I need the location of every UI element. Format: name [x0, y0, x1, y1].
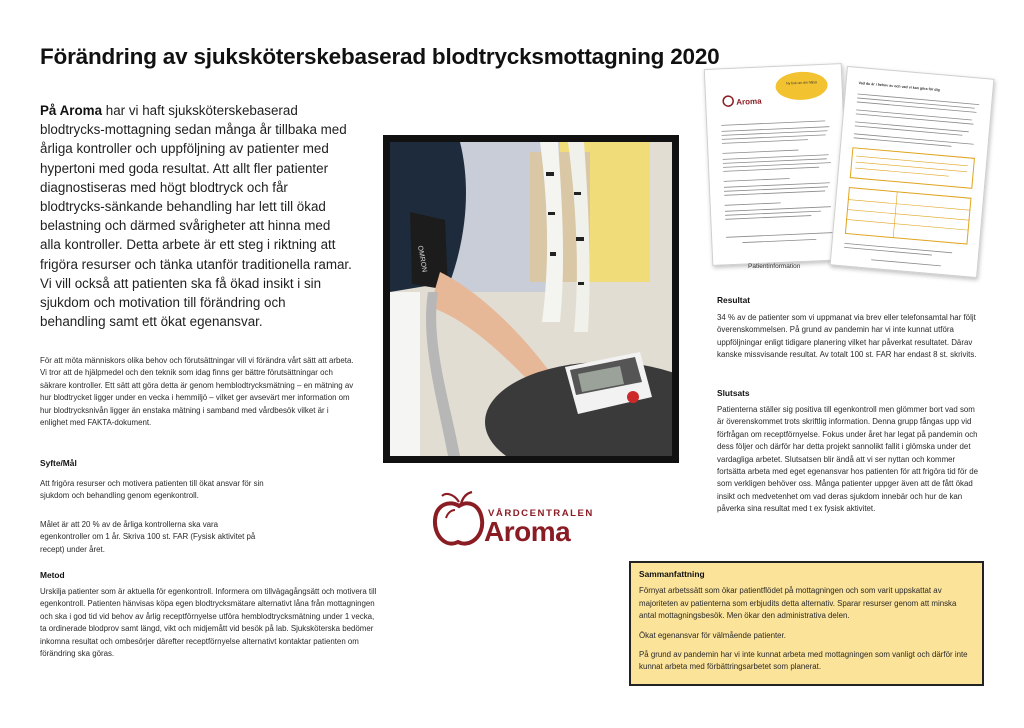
summary-box [629, 561, 984, 686]
doc1-logo-text: Aroma [736, 96, 762, 107]
summary-paragraph-1: Förnyat arbetssätt som ökar patientflödet på mottagningen och som varit uppskattat av majoriteten av patienterna som erbjudits detta alternativ. Sparar resurser genom att minska antal mottagningsbesök. Men ökar den administrativa delen. [639, 586, 957, 621]
background-paragraph: För att möta människors olika behov och förutsättningar vill vi förändra vårt sätt att arbeta. Vi tror att de hjälpmedel och den teknik som idag finns ger bättre förutsättningar och säkrare kontroller. Ett sätt att göra detta är genom hemblodtrycksmätning – en mätning av hur blodtrycket ligger under en vecka i hemmiljö – vilket ger avsevärt mer information om hur blodtrycksnivån ligger än enstaka mätning i samband med vårdbesök vilket är i enlighet med FAKTA-dokument. [40, 356, 354, 428]
intro-paragraph [40, 101, 352, 331]
syfte-paragraph-2: Målet är att 20 % av de årliga kontrollerna ska vara egenkontroller om 1 år. Skriva 100 st. FAR (Fysisk aktivitet på recept) under året. [40, 520, 256, 554]
patient-info-caption: Patientinformation [748, 263, 801, 270]
apple-icon [430, 490, 488, 550]
blood-pressure-photo-illustration [390, 142, 672, 456]
logo-subtitle: VÅRDCENTRALEN [488, 508, 594, 519]
resultat-heading: Resultat [717, 295, 751, 305]
doc2-header-text: Vad du är i behov av och vad vi kan göra för dig [858, 81, 940, 93]
logo-wordmark: Aroma [484, 516, 571, 547]
slutsats-paragraph: Patienterna ställer sig positiva till egenkontroll men glömmer bort vad som är överenskommet trots skriftlig information. Denna grupp fångas upp vid förfrågan om receptförnyelse. Fokus under året har legat på pandemin och dess följer och därför har detta projekt sannolikt fallit i glömska under det vardagliga arbetet. Slutsatsen blir ändå att vi ser nyttan och kommer fortsätta arbeta med eget egenansvar hos patienten för att frigöra tid för de som verkligen behöver oss. Många patienter uppger även att de fått ökad insikt och medvetenhet om vad deras sjukdom innebär och hur de kan påverka sina resultat med t ex fysisk aktivitet. [717, 405, 978, 514]
patient-info-document-2 [830, 66, 995, 278]
aroma-logo [430, 490, 600, 550]
document-2-content [830, 67, 994, 278]
summary-paragraph-3: På grund av pandemin har vi inte kunnat arbeta med mottagningen som vanligt och därför inte kunnat arbeta med förbättringsarbetet som planerat. [639, 650, 968, 672]
patient-info-document-1 [704, 63, 850, 266]
blood-pressure-photo [390, 142, 672, 456]
resultat-paragraph: 34 % av de patienter som vi uppmanat via brev eller telefonsamtal har följt överenskommelsen. På grund av pandemin har vi inte kunnat utföra uppföljningar enligt tidigare planering vilket har påverkat resultatet. Därav kanske missvisande resultat. Av totalt 100 st. FAR har endast 8 st. skrivits. [717, 313, 977, 360]
metod-paragraph: Urskilja patienter som är aktuella för egenkontroll. Informera om tillvägagångsätt och motivera till egenkontroll. Patienten hänvisas köpa egen blodtrycksmätare alternativt låna från mottagningen och ska i god tid vid behov av årlig receptförnyelse utföra hemblodtrycksmätning under 1 vecka, ta ordinerade blodprov samt längd, vikt och midjemått vid besök på lab. Sjuksköterska bedömer inkomna resultat och ombesörjer därefter receptförnyelse alternativt kontaktar patienten om förändring ska göras. [40, 587, 377, 659]
summary-heading: Sammanfattning [639, 569, 705, 579]
intro-lead: På Aroma [40, 103, 103, 118]
page-title: Förändring av sjuksköterskebaserad blodtrycksmottagning 2020 [40, 44, 720, 69]
slutsats-heading: Slutsats [717, 388, 750, 398]
cuff-brand-label: OMRON [416, 245, 428, 273]
syfte-paragraph-1: Att frigöra resurser och motivera patienten till ökat ansvar för sin sjukdom och behandling genom egenkontroll. [40, 479, 264, 501]
intro-text: har vi haft sjuksköterskebaserad blodtrycks-mottagning sedan många år tillbaka med årliga kontroller och uppföljning av patienter med hypertoni med goda resultat. Att allt fler patienter diagnostiseras med högt blodtryck och får blodtrycks-sänkande behandling har lett till ökad belastning och därmed svårigheter att hinna med alla kontroller. Detta arbete är ett steg i riktning att frigöra resurser och tänka utanför traditionella ramar. Vi vill också att patienten ska få ökad insikt i sin sjukdom och motivation till förändring och behandling samt ett ökat egenansvar. [40, 103, 352, 330]
doc1-bubble-text: Ny bok om din hälsa [786, 80, 817, 86]
syfte-heading: Syfte/Mål [40, 458, 77, 468]
summary-paragraph-2: Ökat egenansvar för välmående patienter. [639, 630, 786, 640]
metod-heading: Metod [40, 570, 65, 580]
photo-frame [383, 135, 679, 463]
document-1-content [705, 64, 850, 266]
